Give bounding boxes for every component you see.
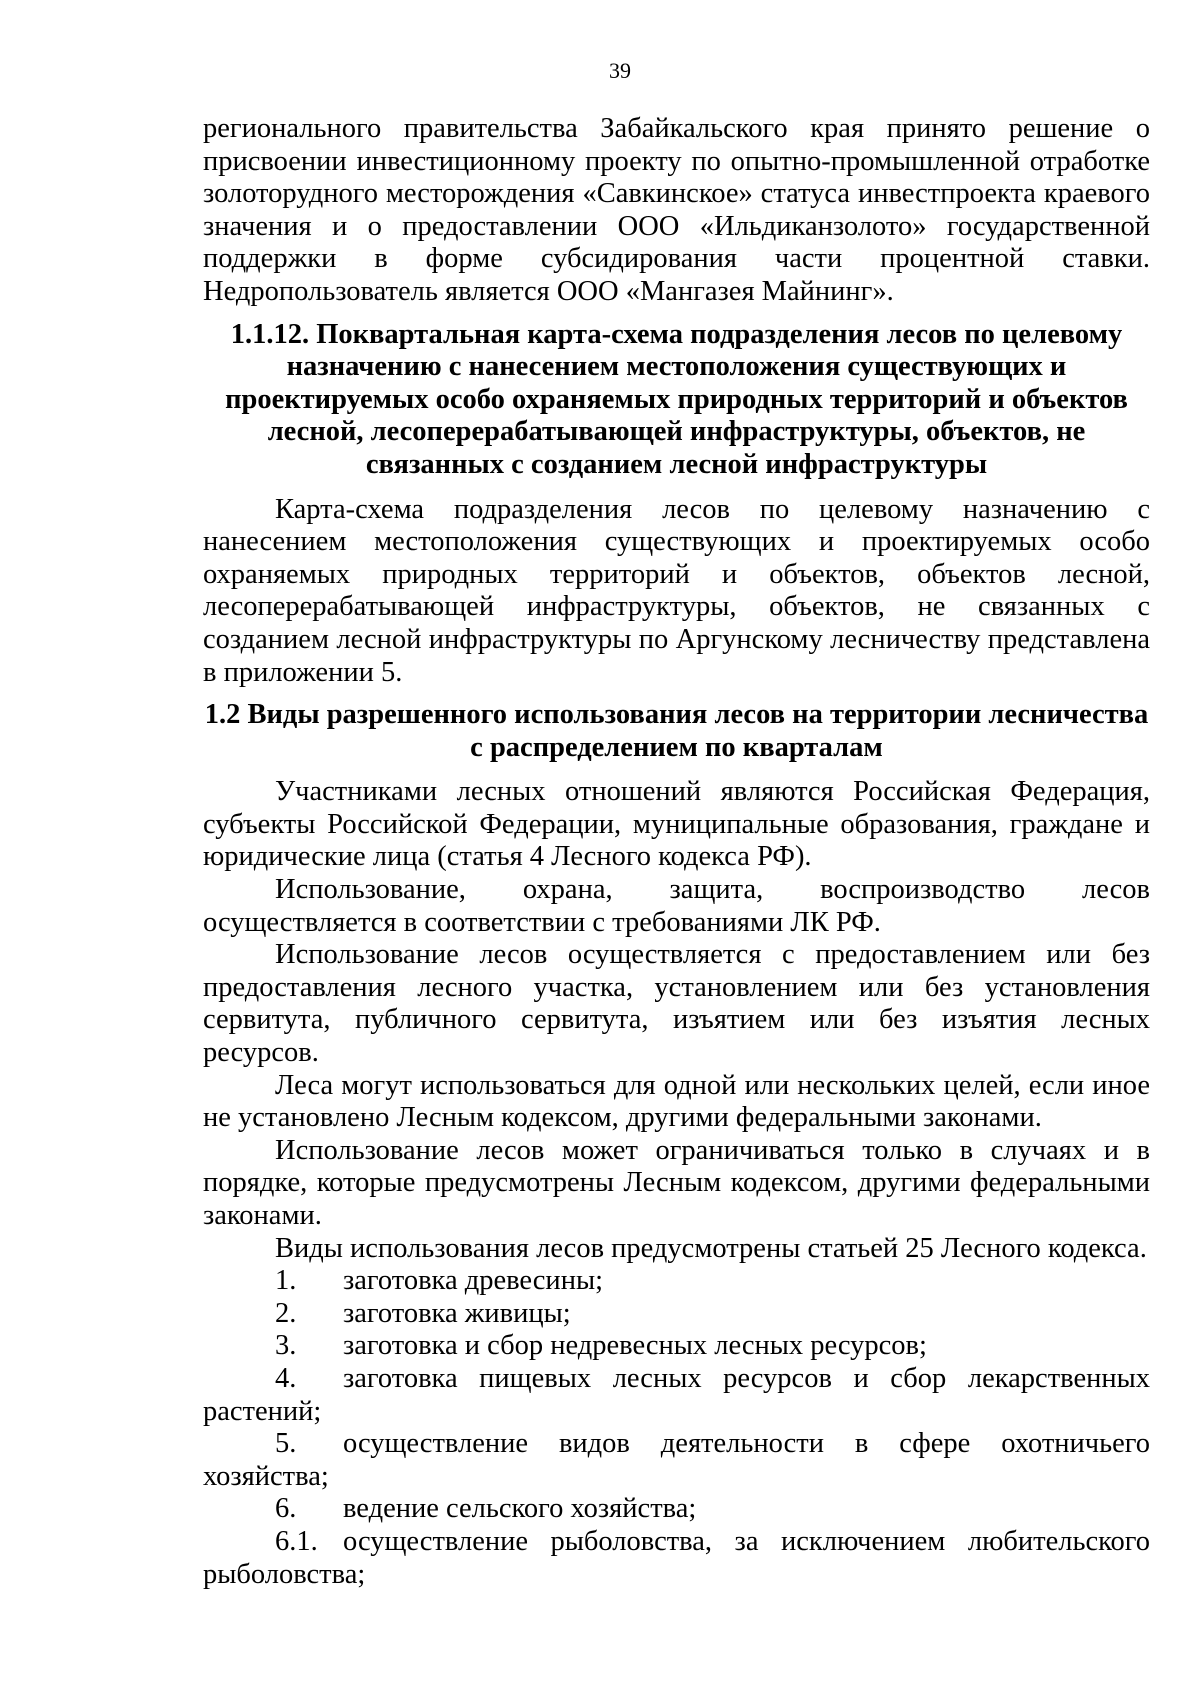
list-item [203, 1428, 1150, 1493]
section-heading-1-2: 1.2 Виды разрешенного использования лесов на территории лесничества с распределением по кварталам [204, 699, 1149, 763]
list-item [203, 1330, 1150, 1363]
section-1-2-paragraph: Леса могут использоваться для одной или нескольких целей, если иное не установлено Лесным кодексом, другими федеральными законами. [203, 1069, 1150, 1134]
section-1-2-paragraph: Использование лесов может ограничиваться только в случаях и в порядке, которые предусмотрены Лесным кодексом, другими федеральными законами. [203, 1134, 1150, 1231]
section-1-2-paragraph: Участниками лесных отношений являются Российская Федерация, субъекты Российской Федерации, муниципальные образования, граждане и юридические лица (статья 4 Лесного кодекса РФ). [203, 776, 1150, 873]
list-item-text: ведение сельского хозяйства; [343, 1493, 697, 1525]
section-1-2-paragraph: Использование, охрана, защита, воспроизводство лесов осуществляется в соответствии с требованиями ЛК РФ. [203, 874, 1150, 938]
section-1-1-12-body: Карта-схема подразделения лесов по целевому назначению с нанесением местоположения существующих и проектируемых особо охраняемых природных территорий и объектов, объектов лесной, лесоперерабатывающей инфраструктуры, объектов, не связанных с созданием лесной инфраструктуры по Аргунскому лесничеству представлена в приложении 5. [203, 493, 1150, 688]
list-item-number: 1. [275, 1265, 297, 1297]
page-number: 39 [609, 58, 631, 83]
list-item [203, 1526, 1150, 1591]
list-item-number: 4. [275, 1362, 297, 1394]
list-item [203, 1265, 1150, 1298]
list-item-text: осуществление видов деятельности в сфере охотничьего хозяйства; [203, 1428, 1150, 1492]
list-item [203, 1363, 1150, 1428]
list-item-text: заготовка и сбор недревесных лесных ресурсов; [343, 1330, 927, 1362]
page-content [203, 113, 1150, 1591]
list-item-text: заготовка живицы; [343, 1297, 571, 1329]
list-item [203, 1298, 1150, 1331]
intro-paragraph: регионального правительства Забайкальского края принято решение о присвоении инвестиционному проекту по опытно-промышленной отработке золоторудного месторождения «Савкинское» статуса инвестпроекта краевого значения и о предоставлении ООО «Ильдиканзолото» государственной поддержки в форме субсидирования части процентной ставки. Недропользователь является ООО «Мангазея Майнинг». [203, 113, 1150, 307]
list-item [203, 1493, 1150, 1526]
forest-use-list [203, 1265, 1150, 1591]
list-item-number: 6.1. [275, 1525, 318, 1557]
list-item-number: 5. [275, 1428, 297, 1460]
section-heading-1-1-12: 1.1.12. Поквартальная карта-схема подразделения лесов по целевому назначению с нанесением местоположения существующих и проектируемых особо охраняемых природных территорий и объектов лесной, лесоперерабатывающей инфраструктуры, объектов, не связанных с созданием лесной инфраструктуры [225, 318, 1128, 480]
list-item-text: заготовка древесины; [343, 1265, 604, 1297]
list-item-text: заготовка пищевых лесных ресурсов и сбор лекарственных растений; [203, 1362, 1150, 1427]
list-item-number: 2. [275, 1297, 297, 1329]
section-1-2-paragraph: Использование лесов осуществляется с предоставлением или без предоставления лесного участка, установлением или без установления сервитута, публичного сервитута, изъятием или без изъятия лесных ресурсов. [203, 939, 1150, 1069]
list-item-number: 3. [275, 1330, 297, 1362]
list-item-text: осуществление рыболовства, за исключением любительского рыболовства; [203, 1525, 1150, 1590]
list-item-number: 6. [275, 1493, 297, 1525]
section-1-2-paragraph: Виды использования лесов предусмотрены статьей 25 Лесного кодекса. [275, 1232, 1147, 1264]
